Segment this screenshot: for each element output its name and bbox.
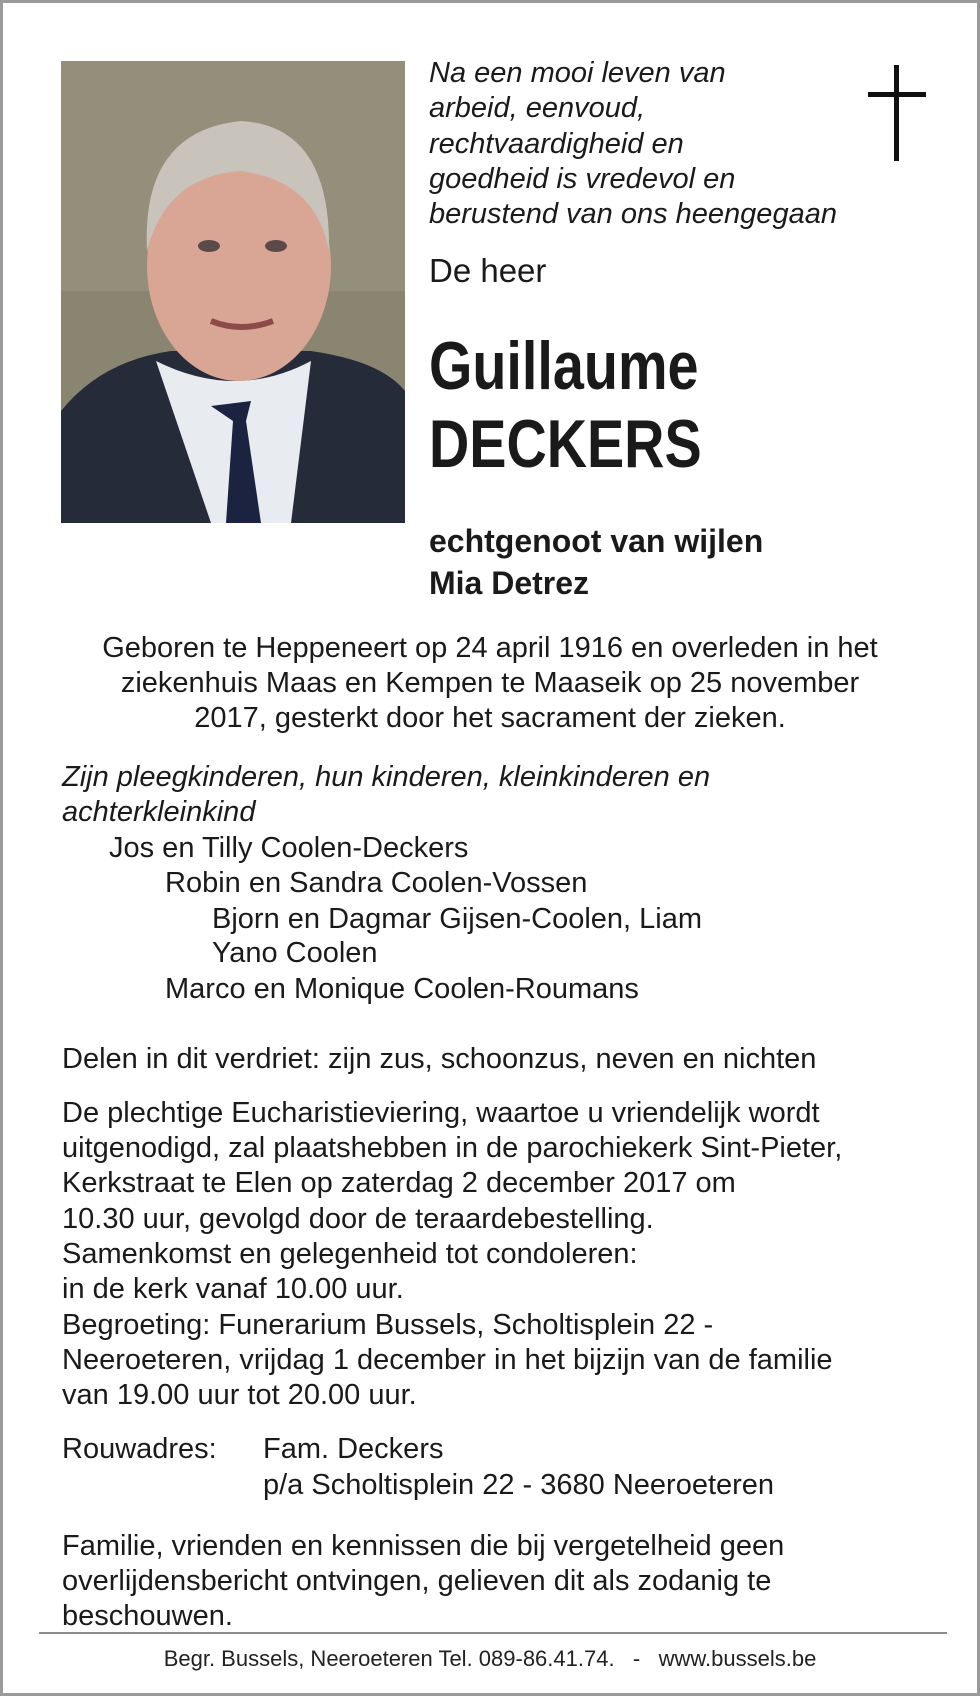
ceremony-line: De plechtige Eucharistieviering, waartoe u vriendelijk wordt	[62, 1097, 820, 1129]
spouse-line: echtgenoot van wijlen	[429, 523, 764, 559]
divider	[39, 1632, 947, 1634]
closing-line: beschouwen.	[62, 1600, 233, 1632]
ceremony-line: uitgenodigd, zal plaatshebben in de parochiekerk Sint-Pieter,	[62, 1132, 843, 1164]
footer-text: Begr. Bussels, Neeroeteren Tel. 089-86.41.74. - www.bussels.be	[163, 1646, 817, 1671]
family-member: Robin en Sandra Coolen-Vossen	[165, 867, 588, 899]
intro-line: goedheid is vredevol en	[429, 163, 736, 195]
family-member: Bjorn en Dagmar Gijsen-Coolen, Liam	[212, 903, 702, 935]
address-line: Fam. Deckers	[263, 1433, 444, 1465]
ceremony-line: Begroeting: Funerarium Bussels, Scholtisplein 22 -	[62, 1309, 714, 1341]
intro-line: berustend van ons heengegaan	[429, 198, 837, 230]
portrait-photo	[61, 61, 405, 523]
family-heading: achterkleinkind	[62, 796, 256, 828]
birth-death-line: ziekenhuis Maas en Kempen te Maaseik op 25 november	[120, 667, 860, 699]
family-heading: Zijn pleegkinderen, hun kinderen, kleinkinderen en	[62, 761, 711, 793]
ceremony-line: in de kerk vanaf 10.00 uur.	[62, 1273, 404, 1305]
family-member: Yano Coolen	[212, 937, 378, 969]
ceremony-line: 10.30 uur, gevolgd door de teraardebestelling.	[62, 1203, 654, 1235]
intro-line: arbeid, eenvoud,	[429, 92, 646, 124]
closing-line: overlijdensbericht ontvingen, gelieven dit als zodanig te	[62, 1565, 772, 1597]
ceremony-line: Neeroeteren, vrijdag 1 december in het bijzijn van de familie	[62, 1344, 833, 1376]
intro-line: rechtvaardigheid en	[429, 128, 684, 160]
grief-line: Delen in dit verdriet: zijn zus, schoonzus, neven en nichten	[62, 1043, 817, 1075]
cross-icon	[868, 65, 926, 161]
spouse-name: Mia Detrez	[429, 565, 590, 601]
family-member: Marco en Monique Coolen-Roumans	[165, 973, 639, 1005]
closing-line: Familie, vrienden en kennissen die bij vergetelheid geen	[62, 1530, 785, 1562]
address-line: p/a Scholtisplein 22 - 3680 Neeroeteren	[263, 1469, 775, 1501]
last-name: DECKERS	[429, 406, 702, 482]
address-label: Rouwadres:	[62, 1433, 217, 1465]
ceremony-line: Samenkomst en gelegenheid tot condoleren:	[62, 1238, 638, 1270]
first-name: Guillaume	[429, 328, 699, 404]
ceremony-line: van 19.00 uur tot 20.00 uur.	[62, 1379, 417, 1411]
birth-death-line: Geboren te Heppeneert op 24 april 1916 en overleden in het	[102, 632, 878, 664]
family-member: Jos en Tilly Coolen-Deckers	[109, 832, 469, 864]
title: De heer	[429, 252, 547, 289]
birth-death-line: 2017, gesterkt door het sacrament der zieken.	[194, 702, 786, 734]
intro-line: Na een mooi leven van	[429, 57, 726, 89]
ceremony-line: Kerkstraat te Elen op zaterdag 2 december 2017 om	[62, 1167, 736, 1199]
